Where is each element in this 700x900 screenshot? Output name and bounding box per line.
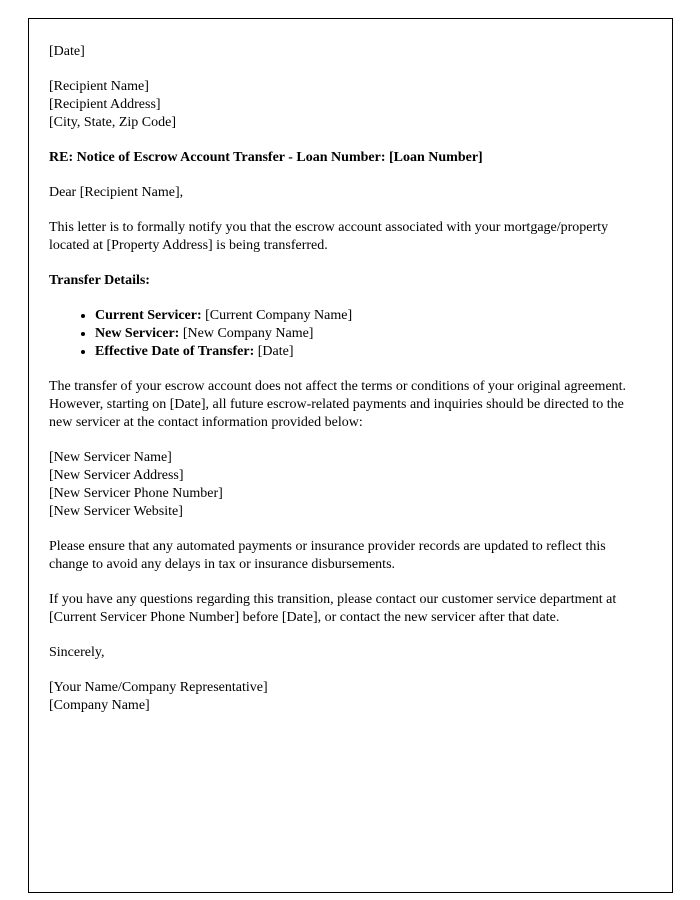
bullet-label-current-servicer: Current Servicer:: [95, 308, 202, 323]
list-item-current-servicer: [95, 307, 645, 325]
letter-document: [49, 43, 645, 715]
new-servicer-block: [49, 449, 645, 521]
bullet-label-effective-date: Effective Date of Transfer:: [95, 344, 255, 359]
new-servicer-website: [New Servicer Website]: [49, 504, 183, 519]
date-line: [Date]: [49, 44, 85, 59]
list-item-effective-date: [95, 343, 645, 361]
recipient-address: [Recipient Address]: [49, 97, 161, 112]
signature-block: [49, 679, 645, 715]
signature-name: [Your Name/Company Representative]: [49, 680, 268, 695]
intro-paragraph: This letter is to formally notify you that the escrow account associated with your mortgage/property located at [Property Address] is being transferred.: [49, 220, 609, 253]
new-servicer-phone: [New Servicer Phone Number]: [49, 486, 223, 501]
new-servicer-name: [New Servicer Name]: [49, 450, 172, 465]
payments-update-paragraph: Please ensure that any automated payments or insurance provider records are updated to reflect this change to avoid any delays in tax or insurance disbursements.: [49, 539, 606, 572]
recipient-name: [Recipient Name]: [49, 79, 149, 94]
recipient-block: [49, 78, 645, 132]
list-item-new-servicer: [95, 325, 645, 343]
questions-paragraph: If you have any questions regarding this transition, please contact our customer service department at [Current Servicer Phone Number] before [Date], or contact the new servicer after that date.: [49, 592, 617, 625]
bullet-label-new-servicer: New Servicer:: [95, 326, 180, 341]
bullet-value-effective-date: [Date]: [257, 344, 294, 359]
subject-line: RE: Notice of Escrow Account Transfer - Loan Number: [Loan Number]: [49, 150, 483, 165]
bullet-value-current-servicer: [Current Company Name]: [205, 308, 353, 323]
new-servicer-address: [New Servicer Address]: [49, 468, 184, 483]
salutation: Dear [Recipient Name],: [49, 185, 184, 200]
terms-paragraph: The transfer of your escrow account does not affect the terms or conditions of your original agreement. However, starting on [Date], all future escrow-related payments and inquiries should be directed to the new servicer at the contact information provided below:: [49, 379, 627, 430]
recipient-city-state-zip: [City, State, Zip Code]: [49, 115, 177, 130]
transfer-details-list: [49, 307, 645, 361]
transfer-details-heading: Transfer Details:: [49, 273, 150, 288]
letter-page: [28, 18, 673, 893]
closing: Sincerely,: [49, 645, 105, 660]
signature-company: [Company Name]: [49, 698, 150, 713]
bullet-value-new-servicer: [New Company Name]: [182, 326, 314, 341]
